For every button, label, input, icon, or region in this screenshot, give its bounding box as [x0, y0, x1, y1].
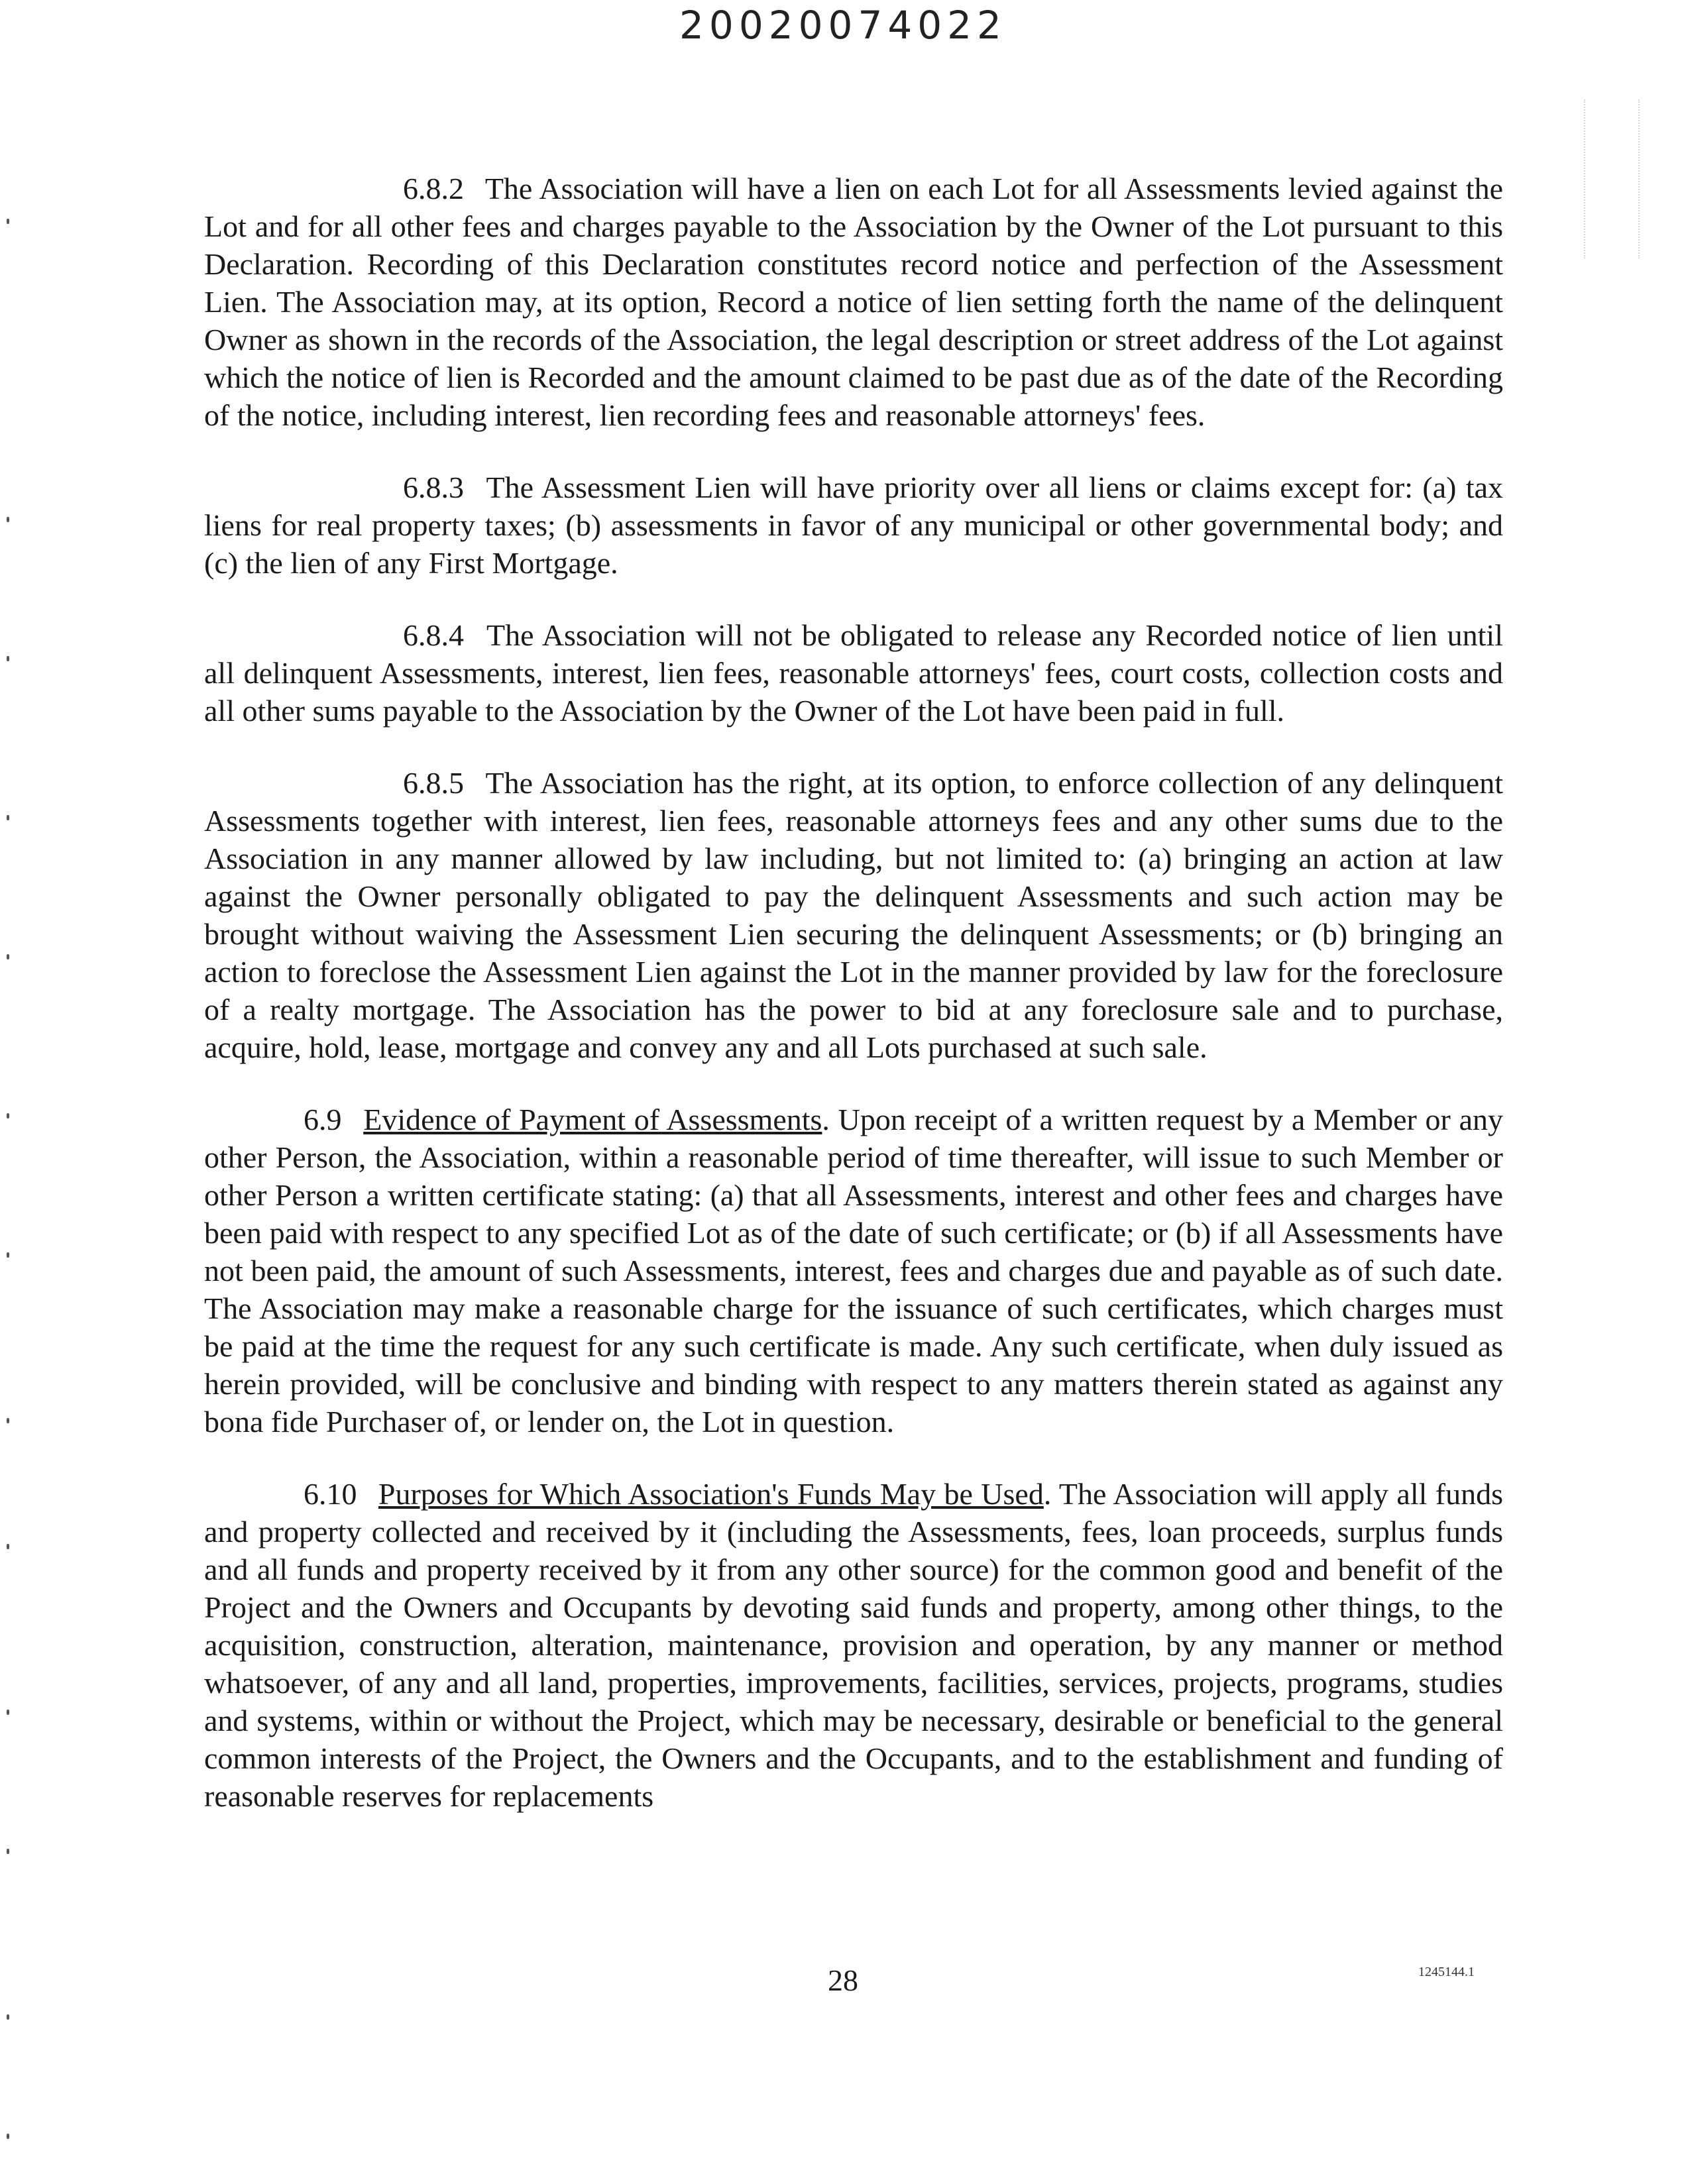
document-body — [204, 170, 1503, 1849]
paragraph-6-8-2 — [204, 170, 1503, 434]
paragraph-text: The Association has the right, at its option, to enforce collection of any delinquent Assessments together with interest, lien fees, reasonable attorneys fees and any other sums due to the Association in any manner allowed by law including, but not limited to: (a) bringing an action at law against the Owner personally obligated to pay the delinquent Assessments and such action may be brought without waiving the Assessment Lien securing the delinquent Assessments; or (b) bringing an action to foreclose the Assessment Lien against the Lot in the manner provided by law for the foreclosure of a realty mortgage. The Association has the power to bid at any foreclosure sale and to purchase, acquire, hold, lease, mortgage and convey any and all Lots purchased at such sale. — [204, 766, 1504, 1064]
section-heading: Purposes for Which Association's Funds May be Used — [378, 1477, 1044, 1511]
paragraph-text: The Association will not be obligated to release any Recorded notice of lien until all delinquent Assessments, interest, lien fees, reasonable attorneys' fees, court costs, collection costs and all other sums payable to the Association by the Owner of the Lot have been paid in full. — [204, 618, 1503, 728]
section-heading: Evidence of Payment of Assessments — [363, 1103, 822, 1136]
section-number: 6.8.2 — [403, 172, 464, 205]
page-number: 28 — [828, 1963, 858, 1997]
paragraph-text: . Upon receipt of a written request by a Member or any other Person, the Association, within a reasonable period of time thereafter, will issue to such Member or other Person a written certificate stating: (a) that all Assessments, interest and other fees and charges have been paid with respect to any specified Lot as of the date of such certificate; or (b) if all Assessments have not been paid, the amount of such Assessments, interest, fees and charges due and payable as of such date. The Association may make a reasonable charge for the issuance of such certificates, which charges must be paid at the time the request for any such certificate is made. Any such certificate, when duly issued as herein provided, will be conclusive and binding with respect to any matters therein stated as against any bona fide Purchaser of, or lender on, the Lot in question. — [204, 1103, 1504, 1439]
section-number: 6.8.3 — [403, 470, 464, 504]
paragraph-text: . The Association will apply all funds and property collected and received by it (including the Assessments, fees, loan proceeds, surplus funds and all funds and property received by it from any other source) for the common good and benefit of the Project and the Owners and Occupants by devoting said funds and property, among other things, to the acquisition, construction, alteration, maintenance, provision and operation, by any manner or method whatsoever, of any and all land, properties, improvements, facilities, services, projects, programs, studies and systems, within or without the Project, which may be necessary, desirable or beneficial to the general common interests of the Project, the Owners and the Occupants, and to the establishment and funding of reasonable reserves for replacements — [204, 1477, 1503, 1813]
paragraph-6-9 — [204, 1101, 1503, 1441]
section-number: 6.8.5 — [403, 766, 464, 800]
section-number: 6.8.4 — [403, 618, 464, 652]
paragraph-text: The Assessment Lien will have priority over all liens or claims except for: (a) tax liens for real property taxes; (b) assessments in favor of any municipal or other governmental body; and (c) the lien of any First Mortgage. — [204, 470, 1503, 580]
side-stamp — [1584, 99, 1640, 258]
recording-number: 20020074022 — [679, 3, 1007, 48]
paragraph-6-8-4 — [204, 616, 1503, 730]
paragraph-text: The Association will have a lien on each Lot for all Assessments levied against the Lot and for all other fees and charges payable to the Association by the Owner of the Lot pursuant to this Declaration. Recording of this Declaration constitutes record notice and perfection of the Assessment Lien. The Association may, at its option, Record a notice of lien setting forth the name of the delinquent Owner as shown in the records of the Association, the legal description or street address of the Lot against which the notice of lien is Recorded and the amount claimed to be past due as of the date of the Recording of the notice, including interest, lien recording fees and reasonable attorneys' fees. — [204, 172, 1503, 432]
paragraph-6-10 — [204, 1475, 1503, 1815]
paragraph-6-8-5 — [204, 764, 1503, 1066]
paragraph-6-8-3 — [204, 468, 1503, 582]
document-id: 1245144.1 — [1418, 1965, 1475, 1979]
section-number: 6.10 — [304, 1477, 357, 1511]
section-number: 6.9 — [304, 1103, 342, 1136]
